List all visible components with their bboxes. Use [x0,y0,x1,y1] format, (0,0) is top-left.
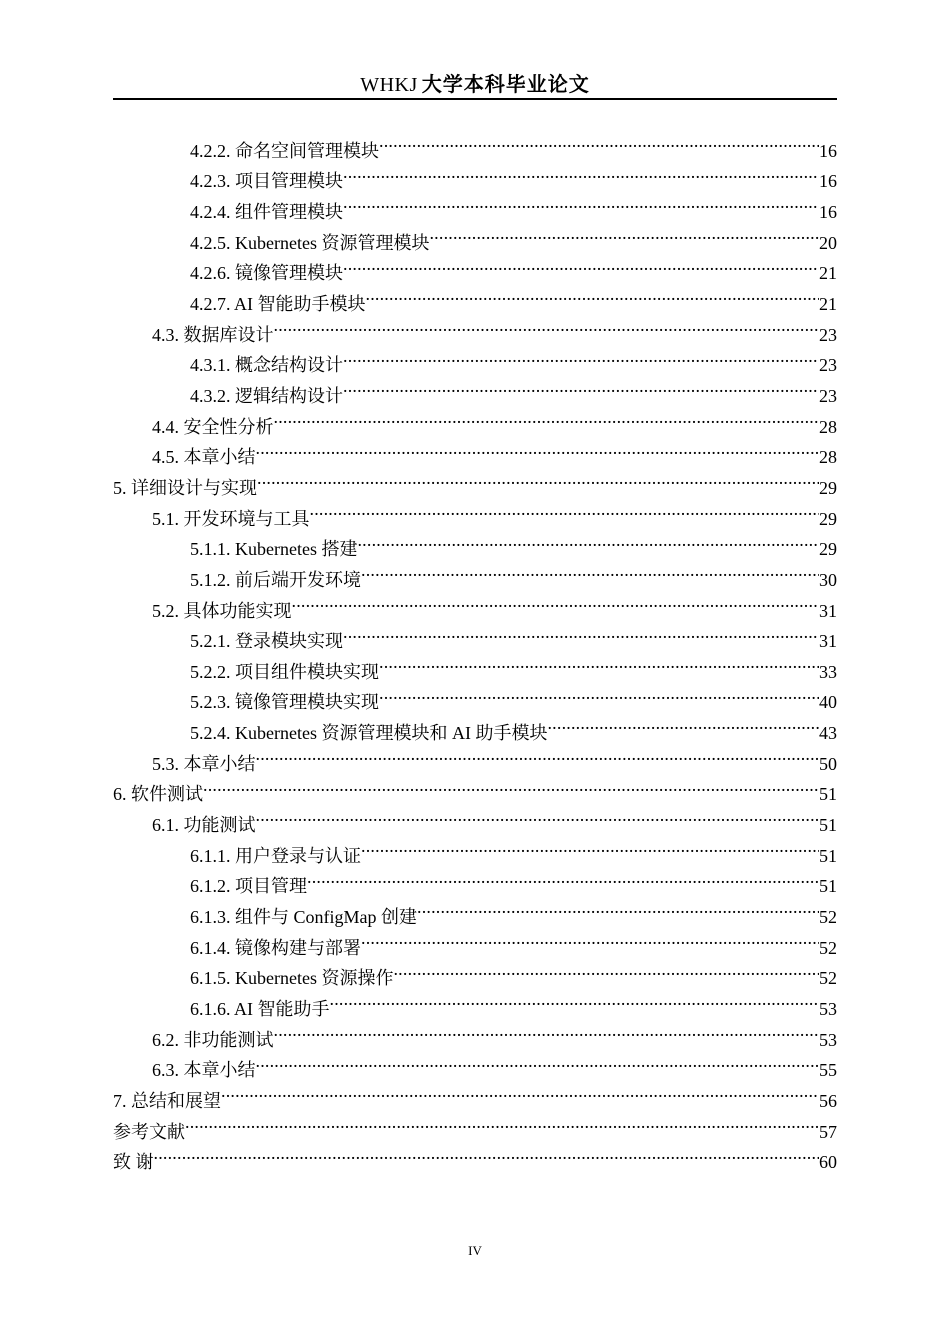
toc-entry-title: 5.1.2. 前后端开发环境 [190,569,361,590]
dot-leader [379,126,819,157]
toc-entry-page-number: 56 [819,1091,837,1111]
toc-entry-title: 5.3. 本章小结 [152,753,256,774]
toc-entry-title: 5.1.1. Kubernetes 搭建 [190,539,358,560]
dot-leader [154,1138,820,1169]
toc-entry-page-number: 29 [819,539,837,560]
toc-entry-title: 4.2.5. Kubernetes 资源管理模块 [190,232,430,253]
toc-entry-page-number: 28 [819,447,837,468]
toc-entry-title: 4.2.6. 镜像管理模块 [190,263,343,284]
dot-leader [185,1107,819,1138]
dot-leader [343,341,819,372]
dot-leader [257,463,819,494]
toc-entry-title: 参考文献 [113,1121,185,1142]
toc-entry-page-number: 16 [819,140,837,161]
toc-entry-title: 5.2. 具体功能实现 [152,600,292,621]
dot-leader [547,708,819,739]
toc-entry[interactable] [113,770,837,805]
dot-leader [343,249,819,280]
page-number: IV [468,1243,482,1258]
toc-entry-title: 7. 总结和展望 [113,1091,221,1111]
dot-leader [310,494,820,525]
dot-leader [357,525,819,556]
toc-entry-page-number: 23 [819,324,837,345]
toc-entry-page-number: 55 [819,1060,837,1081]
dot-leader [307,862,819,893]
dot-leader [256,800,820,831]
toc-entry-title: 6.1.3. 组件与 ConfigMap 创建 [190,907,417,928]
toc-entry-page-number: 21 [819,263,837,284]
toc-entry-page-number: 28 [819,416,837,437]
dot-leader [343,157,819,188]
toc-entry-title: 4.2.7. AI 智能助手模块 [190,293,366,314]
header-document-type: 大学本科毕业论文 [421,72,590,96]
dot-leader [361,831,819,862]
dot-leader [256,1046,820,1077]
toc-entry-page-number: 51 [819,815,837,836]
dot-leader [292,586,820,617]
dot-leader [379,678,819,709]
toc-entry-title: 6. 软件测试 [113,784,203,805]
toc-entry-title: 6.1.2. 项目管理 [190,876,307,897]
dot-leader [379,647,819,678]
toc-entry-title: 6.2. 非功能测试 [152,1029,274,1050]
toc-entry-page-number: 53 [819,999,837,1020]
dot-leader [256,739,820,770]
toc-entry-page-number: 50 [819,753,837,774]
toc-entry-title: 4.2.3. 项目管理模块 [190,171,343,192]
toc-entry-title: 4.3.1. 概念结构设计 [190,355,343,376]
toc-entry-page-number: 21 [819,293,837,314]
toc-entry[interactable] [113,1138,837,1173]
dot-leader [361,923,819,954]
dot-leader [343,371,819,402]
toc-entry-title: 4.4. 安全性分析 [152,416,274,437]
toc-entry-page-number: 23 [819,355,837,376]
dot-leader [393,954,819,985]
toc-entry-page-number: 33 [819,661,837,682]
toc-entry-title: 致 谢 [113,1152,154,1173]
toc-entry-title: 6.1.1. 用户登录与认证 [190,845,361,866]
toc-entry-page-number: 52 [819,968,837,989]
toc-entry-page-number: 23 [819,385,837,406]
toc-entry[interactable] [113,126,837,161]
toc-entry-page-number: 53 [819,1029,837,1050]
running-header [113,70,837,98]
toc-entry-page-number: 57 [819,1121,837,1142]
toc-entry[interactable] [113,1076,837,1111]
toc-entry-page-number: 29 [819,508,837,529]
toc-entry-page-number: 31 [819,631,837,652]
toc-entry-title: 5. 详细设计与实现 [113,477,257,498]
dot-leader [274,310,820,341]
toc-entry-page-number: 51 [819,784,837,805]
toc-entry-page-number: 16 [819,201,837,222]
toc-entry[interactable] [113,800,837,836]
header-university-code: WHKJ [360,74,418,96]
dot-leader [221,1076,819,1107]
toc-entry-title: 5.2.4. Kubernetes 资源管理模块和 AI 助手模块 [190,723,548,744]
toc-entry-page-number: 29 [819,477,837,498]
toc-entry-title: 4.3. 数据库设计 [152,324,274,345]
dot-leader [417,892,819,923]
toc-entry-title: 5.2.3. 镜像管理模块实现 [190,692,379,713]
toc-entry-title: 4.5. 本章小结 [152,447,256,468]
toc-entry-page-number: 20 [819,232,837,253]
toc-entry-title: 5.2.1. 登录模块实现 [190,631,343,652]
table-of-contents [113,126,837,1173]
toc-entry-title: 4.2.4. 组件管理模块 [190,201,343,222]
toc-entry-page-number: 43 [819,723,837,744]
dot-leader [343,187,819,218]
toc-entry-page-number: 40 [819,692,837,713]
toc-entry-page-number: 16 [819,171,837,192]
dot-leader [256,433,820,464]
toc-entry-title: 6.1.5. Kubernetes 资源操作 [190,968,394,989]
toc-entry-page-number: 51 [819,876,837,897]
toc-entry-title: 4.3.2. 逻辑结构设计 [190,385,343,406]
toc-entry-page-number: 52 [819,937,837,958]
toc-entry-page-number: 30 [819,569,837,590]
toc-entry-page-number: 31 [819,600,837,621]
toc-entry-title: 4.2.2. 命名空间管理模块 [190,140,379,161]
dot-leader [429,218,819,249]
dot-leader [330,984,820,1015]
dot-leader [366,279,820,310]
toc-entry-page-number: 52 [819,907,837,928]
dot-leader [274,1015,820,1046]
toc-entry-page-number: 60 [819,1152,837,1173]
dot-leader [343,617,819,648]
toc-entry-title: 6.1.6. AI 智能助手 [190,999,330,1020]
toc-entry-title: 5.2.2. 项目组件模块实现 [190,661,379,682]
dot-leader [274,402,820,433]
toc-entry[interactable] [113,1107,837,1142]
toc-entry-page-number: 51 [819,845,837,866]
dot-leader [203,770,819,801]
toc-entry-title: 6.3. 本章小结 [152,1060,256,1081]
toc-entry-title: 6.1.4. 镜像构建与部署 [190,937,361,958]
toc-entry-title: 6.1. 功能测试 [152,815,256,836]
header-rule [113,98,837,100]
dot-leader [361,555,819,586]
toc-entry-title: 5.1. 开发环境与工具 [152,508,310,529]
